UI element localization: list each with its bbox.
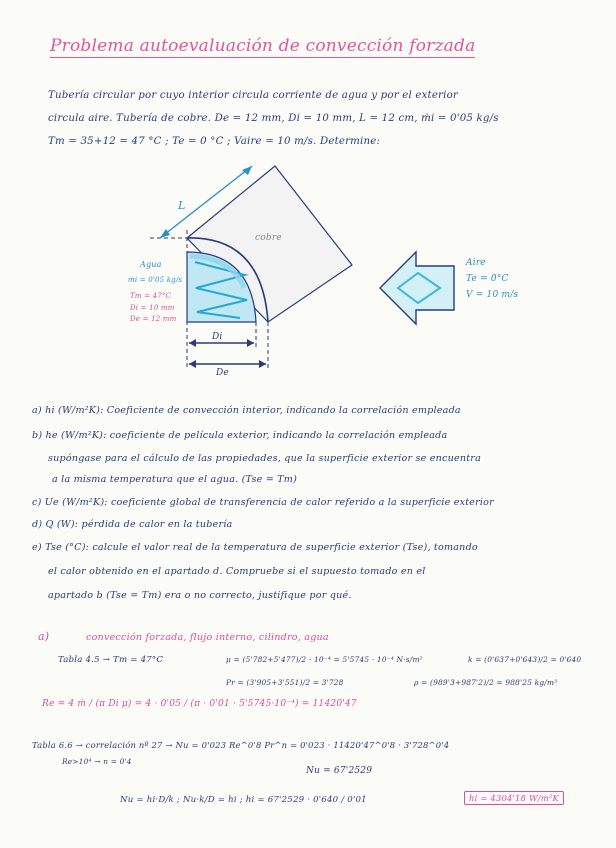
question-e: e) Tse (°C): calcule el valor real de la temperatura de superficie exterior (Tse), tomando [32, 542, 478, 553]
statement-line-1: Tubería circular por cuyo interior circula corriente de agua y por el exterior [48, 90, 458, 101]
solution-heading: convección forzada, flujo interno, cilindro, agua [86, 632, 329, 643]
di-label: Di [212, 332, 223, 342]
water-temp-label: Tm = 47°C [130, 292, 172, 300]
question-b-line-2: supóngase para el cálculo de las propiedades, que la superficie exterior se encuentra [48, 453, 481, 464]
page-title: Problema autoevaluación de convección forzada [50, 36, 476, 56]
question-b-line-3: a la misma temperatura que el agua. (Tse = Tm) [52, 474, 298, 485]
question-e-line-2: el calor obtenido en el apartado d. Compruebe si el supuesto tomado en el [48, 566, 426, 577]
table-6-6-line: Tabla 6.6 → correlación nº 27 → Nu = 0'023 Re^0'8 Pr^n = 0'023 · 11420'47^0'8 · 3'728^0'4 [32, 740, 450, 750]
statement-line-3: Tm = 35+12 = 47 °C ; Te = 0 °C ; Vaire = 10 m/s. Determine: [48, 136, 381, 147]
air-temp-label: Te = 0°C [466, 274, 509, 284]
correlation-condition: Re>10⁴ → n = 0'4 [62, 757, 132, 766]
reynolds-line: Re = 4 ṁ / (π Di μ) = 4 · 0'05 / (π · 0'01 · 5'5745·10⁻⁴) = 11420'47 [42, 699, 357, 709]
prandtl-line: Pr = (3'905+3'551)/2 = 3'728 [226, 678, 344, 687]
length-label: L [178, 199, 186, 212]
air-velocity-label: V = 10 m/s [466, 290, 519, 300]
air-label: Aire [466, 258, 486, 268]
water-de-label: De = 12 mm [130, 315, 177, 323]
statement-line-2: circula aire. Tubería de cobre. De = 12 mm, Di = 10 mm, L = 12 cm, ṁi = 0'05 kg/s [48, 113, 499, 124]
viscosity-line: μ = (5'782+5'477)/2 · 10⁻⁴ = 5'5745 · 10⁻⁴ N·s/m² [226, 655, 423, 664]
water-label: Agua [140, 260, 162, 269]
question-a: a) hi (W/m²K): Coeficiente de convección interior, indicando la correlación empleada [32, 405, 461, 416]
copper-label: cobre [255, 233, 282, 243]
solution-label: a) [38, 630, 50, 643]
water-flow-label: ṁi = 0'05 kg/s [128, 276, 183, 284]
conductivity-line: k = (0'637+0'643)/2 = 0'640 [468, 655, 582, 664]
water-di-label: Di = 10 mm [130, 304, 175, 312]
table-4-5-line: Tabla 4.5 → Tm = 47°C [58, 655, 164, 665]
nusselt-value: Nu = 67'2529 [306, 766, 373, 776]
final-formula: Nu = hi·D/k ; Nu·k/D = hi ; hi = 67'2529 · 0'640 / 0'01 [120, 795, 367, 805]
air-arrow-icon [380, 252, 454, 324]
question-b: b) he (W/m²K): coeficiente de película exterior, indicando la correlación empleada [32, 430, 448, 441]
question-c: c) Ue (W/m²K): coeficiente global de transferencia de calor referido a la superficie exterior [32, 497, 494, 508]
density-line: ρ = (989'3+987'2)/2 = 988'25 kg/m³ [414, 678, 558, 687]
question-d: d) Q (W): pérdida de calor en la tubería [32, 519, 233, 530]
question-e-line-3: apartado b (Tse = Tm) era o no correcto, justifique por qué. [48, 590, 352, 601]
answer-box: hi = 4304'18 W/m²K [464, 791, 564, 805]
de-label: De [216, 368, 229, 378]
